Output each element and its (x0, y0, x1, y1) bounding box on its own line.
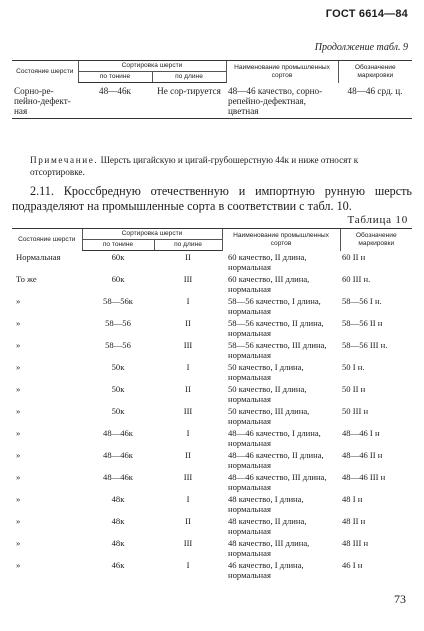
table-row (12, 273, 412, 295)
cell-name: 50 качество, I длина, нормальная (228, 362, 304, 382)
table-row (12, 317, 412, 339)
cell-fineness: 48к (111, 538, 125, 548)
cell-state: » (16, 450, 21, 460)
table-row (12, 493, 412, 515)
cell-name: 60 качество, II длина, нормальная (228, 251, 307, 272)
cell-state: » (16, 538, 21, 548)
table-row (12, 339, 412, 361)
header-by-length: по длине (152, 72, 226, 83)
cell-fineness: 58—56к (103, 296, 133, 306)
cell-fineness: 48—46к (103, 450, 133, 460)
cell-marking: 48 I н (342, 494, 363, 504)
cell-marking: 60 II н (342, 251, 366, 262)
table-row (12, 449, 412, 471)
cell-name: 48—46 качество, I длина, нормальная (228, 428, 321, 448)
cell-marking: 60 III н. (342, 274, 371, 284)
cell-marking: 50 III н (342, 406, 369, 416)
table-row (12, 537, 412, 559)
cell-name: 48—46 качество, сорно-репейно-дефектная, цветная (226, 83, 338, 119)
cell-name: 58—56 качество, II длина, нормальная (228, 318, 324, 338)
cell-length: III (183, 472, 193, 482)
cell-state: » (16, 494, 21, 504)
cell-state: » (16, 362, 21, 372)
cell-fineness: 48—46к (78, 83, 152, 119)
cell-length: I (186, 560, 190, 570)
cell-fineness: 50к (111, 362, 125, 372)
table-9 (12, 60, 412, 119)
header-by-fineness: по тонине (78, 72, 152, 83)
note-title: Примечание. (30, 155, 99, 165)
cell-length: III (183, 274, 193, 284)
table-row (12, 83, 412, 119)
cell-fineness: 58—56 (105, 340, 131, 350)
paragraph-2-11: 2.11. Кроссбредную отечественную и импортную рунную шерсть подразделяют на промышленные сорта в соответствии с табл. 10. (12, 184, 412, 213)
table-10-body (12, 251, 412, 582)
cell-length: I (186, 428, 190, 438)
header-marking: Обозначение маркировки (340, 229, 412, 251)
cell-marking: 46 I н (342, 560, 363, 570)
header-sorting: Сортировка шерсти (82, 229, 222, 240)
table-row (12, 361, 412, 383)
cell-state: То же (16, 274, 37, 284)
cell-length: II (185, 450, 191, 460)
table-note (30, 154, 402, 178)
cell-name: 48—46 качество, II длина, нормальная (228, 450, 324, 470)
header-marking: Обозначение маркировки (338, 61, 412, 83)
header-state: Состояние шерсти (12, 229, 82, 251)
cell-length: I (186, 296, 190, 306)
cell-length: III (183, 406, 193, 416)
cell-fineness: 58—56 (105, 318, 131, 328)
header-state: Состояние шерсти (12, 61, 78, 83)
cell-marking: 48—46 I н (342, 428, 380, 438)
cell-state: » (16, 428, 21, 438)
cell-fineness: 48к (111, 516, 125, 526)
cell-state: Нормальная (16, 251, 61, 262)
cell-state: » (16, 560, 21, 570)
table-row (12, 295, 412, 317)
table-row (12, 251, 412, 274)
cell-name: 46 качество, I длина, нормальная (228, 560, 304, 580)
cell-fineness: 46к (111, 560, 125, 570)
cell-length: II (185, 252, 191, 262)
cell-name: 48 качество, I длина, нормальная (228, 494, 304, 514)
cell-name: 50 качество, III длина, нормальная (228, 406, 310, 426)
table-10 (12, 228, 412, 581)
table-continuation-label: Продолжение табл. 9 (314, 42, 408, 53)
cell-fineness: 48—46к (103, 428, 133, 438)
cell-marking: 48—46 II н (342, 450, 383, 460)
cell-length: III (183, 538, 193, 548)
cell-marking: 48 II н (342, 516, 366, 526)
cell-fineness: 50к (111, 384, 125, 394)
cell-marking: 58—56 I н. (342, 296, 382, 306)
standard-number: ГОСТ 6614—84 (325, 8, 408, 20)
cell-length: II (185, 516, 191, 526)
cell-state: » (16, 384, 21, 394)
cell-name: 60 качество, III длина, нормальная (228, 274, 310, 294)
cell-length: II (185, 318, 191, 328)
header-sorting: Сортировка шерсти (78, 61, 226, 72)
table-row (12, 515, 412, 537)
cell-marking: 48 III н (342, 538, 369, 548)
cell-state: » (16, 296, 21, 306)
cell-state: » (16, 516, 21, 526)
cell-state: » (16, 318, 21, 328)
cell-marking: 50 II н (342, 384, 366, 394)
cell-marking: 50 I н. (342, 362, 365, 372)
cell-name: 50 качество, II длина, нормальная (228, 384, 307, 404)
header-by-fineness: по тонине (82, 240, 154, 251)
cell-name: 58—56 качество, III длина, нормальная (228, 340, 327, 360)
cell-marking: 58—56 III н. (342, 340, 388, 350)
note-text: Шерсть цигайскую и цигай-грубошерстную 44к и ниже относят к отсортировке. (30, 155, 359, 177)
cell-fineness: 60к (111, 274, 125, 284)
cell-fineness: 50к (111, 406, 125, 416)
table-row (12, 383, 412, 405)
cell-state: » (16, 472, 21, 482)
header-by-length: по длине (154, 240, 222, 251)
cell-length: II (185, 384, 191, 394)
cell-marking: 48—46 III н (342, 472, 386, 482)
cell-name: 48 качество, III длина, нормальная (228, 538, 310, 558)
header-name: Наименование промышленных сортов (226, 61, 338, 83)
table-row (12, 427, 412, 449)
table-10-caption: Таблица 10 (347, 214, 408, 226)
table-row (12, 405, 412, 427)
cell-name: 58—56 качество, I длина, нормальная (228, 296, 321, 316)
cell-length: I (186, 362, 190, 372)
cell-fineness: 48к (111, 494, 125, 504)
table-row (12, 559, 412, 581)
cell-name: 48 качество, II длина, нормальная (228, 516, 307, 536)
cell-state: » (16, 406, 21, 416)
cell-marking: 58—56 II н (342, 318, 383, 328)
cell-state: Сорно-ре-пейно-дефект-ная (12, 83, 78, 119)
cell-state: » (16, 340, 21, 350)
cell-length: Не сор-тируется (152, 83, 226, 119)
cell-length: I (186, 494, 190, 504)
cell-fineness: 60к (111, 252, 125, 262)
cell-fineness: 48—46к (103, 472, 133, 482)
cell-name: 48—46 качество, III длина, нормальная (228, 472, 327, 492)
page-number: 73 (394, 592, 406, 606)
cell-marking: 48—46 срд. ц. (338, 83, 412, 119)
header-name: Наименование промышленных сортов (222, 229, 340, 251)
table-row (12, 471, 412, 493)
cell-length: III (183, 340, 193, 350)
